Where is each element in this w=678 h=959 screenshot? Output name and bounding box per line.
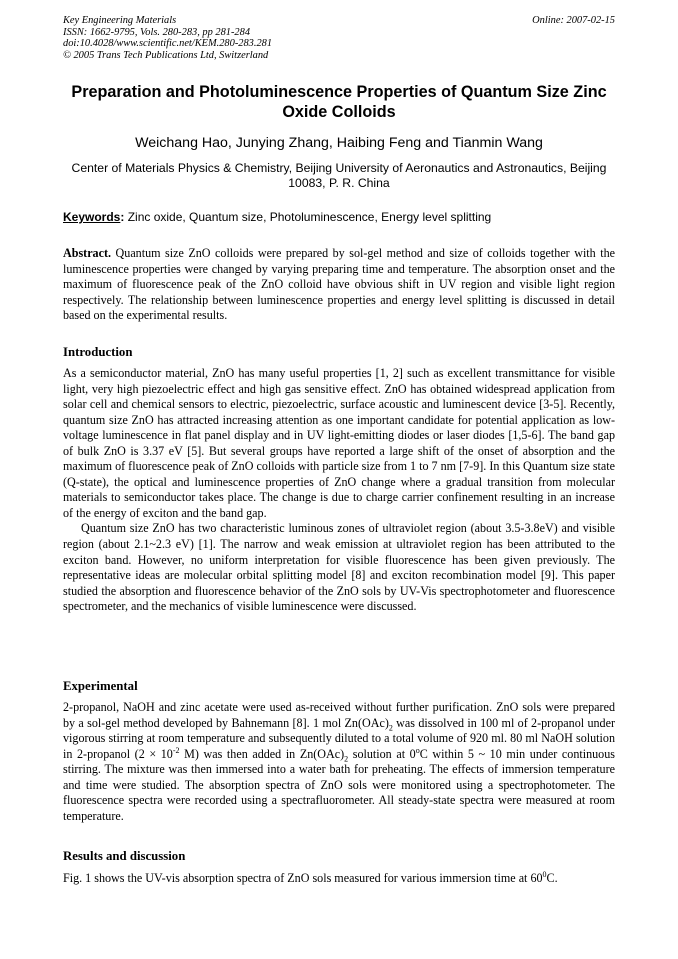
introduction-paragraph-2: Quantum size ZnO has two characteristic luminous zones of ultraviolet region (about 3.5-3.8eV) and visible region (about 2.1~2.3 eV) [1]. The narrow and weak emission at ultraviolet region has been attributed to the exciton band. However, no uniform interpretation for visible fluorescence has been given previously. The representative ideas are molecular orbital splitting model [8] and exciton recombination model [9]. This paper studied the absorption and fluorescence behavior of the ZnO sols by UV-Vis spectrophotometer and fluorescence spectrometer, and the mechanics of visible luminescence were discussed.	[63, 521, 615, 614]
online-date: Online: 2007-02-15	[532, 15, 615, 26]
experimental-heading: Experimental	[63, 679, 138, 693]
journal-header	[63, 15, 615, 61]
experimental-text-2: was dissolved in 100 ml of 2-propanol under vigorous stirring at room temperature and subsequently diluted to a total volume of 920 ml. 80 ml NaOH solution in 2-propanol (2 × 10	[63, 715, 615, 761]
results-body	[63, 871, 615, 887]
superscript: -2	[172, 745, 180, 755]
copyright-line: © 2005 Trans Tech Publications Ltd, Switzerland	[63, 49, 269, 61]
abstract-label: Abstract.	[63, 246, 112, 260]
experimental-text-4: solution at 0	[348, 746, 416, 761]
experimental-text-5: C within 5 ~ 10 min under continuous stirring. The mixture was then immersed into a water bath for preheating. The effects of immersion temperature and time were studied. The absorption spectra of ZnO sols were monitored using a spectrophotometer. The fluorescence spectra were recorded using a spectrafluorometer. All steady-state spectra were measured at room temperature.	[63, 746, 615, 823]
keywords-label: Keywords	[63, 210, 121, 224]
authors: Weichang Hao, Junying Zhang, Haibing Feng and Tianmin Wang	[135, 135, 543, 151]
superscript: o	[415, 745, 420, 755]
introduction-paragraph-1: As a semiconductor material, ZnO has many useful properties [1, 2] such as excellent transmittance for visible light, very high piezoelectric effect and high gas sensitive effect. ZnO has obtained widespread application from solar cell and chemical sensors to electric, piezoelectric, surface acoustic and luminescent device [3-5]. Recently, quantum size ZnO has attracted increasing attention as one important candidate for potential application as low-voltage luminescence in flat panel display and in UV light-emitting diodes or laser diodes [1,5-6]. The band gap of bulk ZnO is 3.37 eV [5]. But several groups have reported a large shift of the onset of absorption and the maximum of fluorescence peak of ZnO colloids with particle size from 1 to 7 nm [7-9]. In this Quantum size state (Q-state), the optical and luminescence properties of ZnO change where a gradual transition from molecular materials to semiconductor takes place. The change is due to charge carrier confinement resulting in an increase of the energy of exciton and the band gap.	[63, 366, 615, 520]
subscript: 2	[344, 754, 349, 764]
keywords	[63, 210, 615, 225]
journal-name: Key Engineering Materials	[63, 15, 177, 26]
subscript: 2	[388, 722, 393, 732]
results-paragraph	[63, 871, 615, 887]
results-text-1: Fig. 1 shows the UV-vis absorption spectra of ZnO sols measured for various immersion time at 60	[63, 871, 543, 885]
experimental-body	[63, 700, 615, 824]
results-text-2: C.	[546, 871, 558, 885]
keywords-separator: :	[120, 210, 125, 224]
abstract-text: Quantum size ZnO colloids were prepared by sol-gel method and size of colloids together with the luminescence properties were changed by varying preparing time and temperature. The absorption onset and the maximum of fluorescence peak of the ZnO colloid have obvious shift in UV region and visible light region respectively. The relationship between luminescence properties and energy level splitting is discussed in detail based on the experimental results.	[63, 246, 615, 323]
superscript: 0	[542, 869, 547, 879]
affiliation: Center of Materials Physics & Chemistry, Beijing University of Aeronautics and Astronautics, Beijing 10083, P. R. China	[71, 161, 607, 190]
experimental-text-3: M) was then added in Zn(OAc)	[179, 746, 345, 761]
paper-title: Preparation and Photoluminescence Properties of Quantum Size Zinc Oxide Colloids	[71, 83, 607, 121]
abstract	[63, 246, 615, 324]
experimental-paragraph	[63, 700, 615, 824]
doi-line: doi:10.4028/www.scientific.net/KEM.280-283.281	[63, 38, 273, 50]
introduction-heading: Introduction	[63, 345, 133, 359]
issn-line: ISSN: 1662-9795, Vols. 280-283, pp 281-284	[63, 26, 251, 38]
introduction-body	[63, 366, 615, 615]
results-heading: Results and discussion	[63, 849, 186, 863]
experimental-text-1: 2-propanol, NaOH and zinc acetate were used as-received without further purification. ZnO sols were prepared by a sol-gel method developed by Bahnemann [8]. 1 mol Zn(OAc)	[63, 700, 615, 730]
keywords-text: Zinc oxide, Quantum size, Photoluminescence, Energy level splitting	[124, 210, 492, 224]
